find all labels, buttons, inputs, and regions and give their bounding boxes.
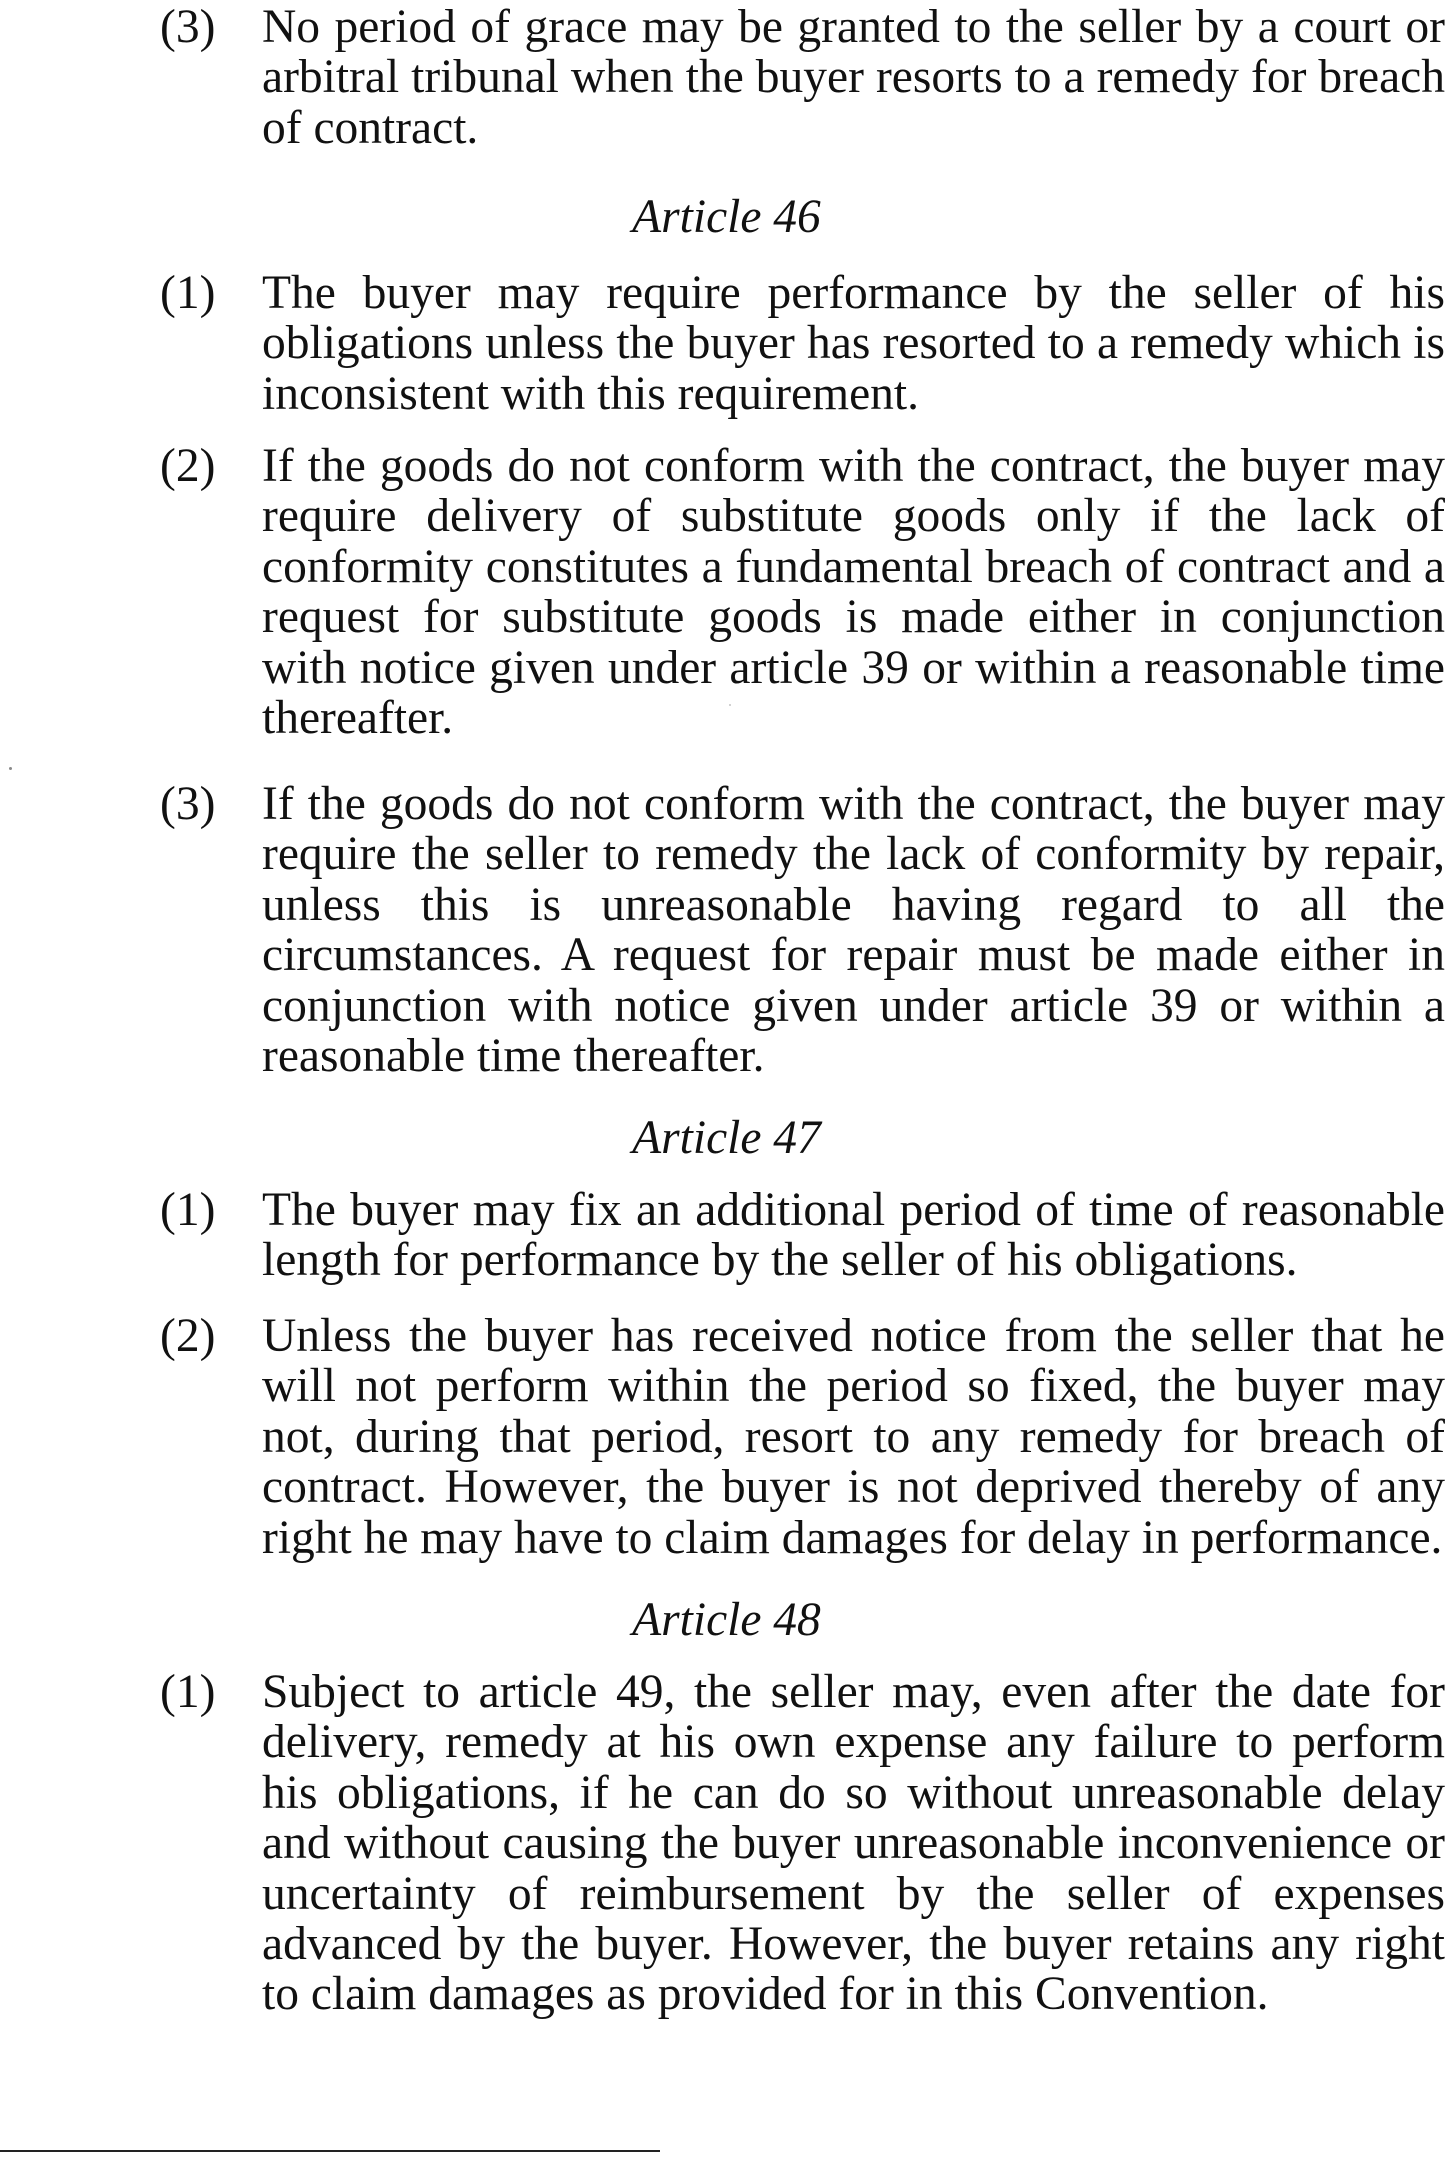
paragraph-number: (1) [160,1666,216,1718]
paragraph-number: (1) [160,267,216,319]
paragraph-number: (3) [160,1,216,53]
article-46-paragraph-2 [160,441,1445,743]
article-46-paragraph-3 [160,779,1445,1081]
article-46-heading: Article 46 [632,191,821,243]
paragraph-text: Subject to article 49, the seller may, even after the date for delivery, remedy at his own expense any failure to perform his obligations, if he can do so without unreasonable delay and without causing the buyer unreasonable inconvenience or uncertainty of reimbursement by the seller of expenses advanced by the buyer. However, the buyer retains any right to claim damages as provided for in this Convention. [262,1666,1445,2021]
article-46-paragraph-1 [160,268,1445,419]
article-48-heading: Article 48 [632,1594,821,1646]
paragraph-text: If the goods do not conform with the contract, the buyer may require the seller to remedy the lack of conformity by repair, unless this is unreasonable having regard to all the circumstances. A request for repair must be made either in conjunction with notice given under article 39 or within a reasonable time thereafter. [262,778,1445,1083]
article-45-paragraph-3 [160,2,1445,153]
article-47-paragraph-1 [160,1185,1445,1286]
scan-speck [729,704,731,706]
paragraph-text: If the goods do not conform with the contract, the buyer may require delivery of substitute goods only if the lack of conformity constitutes a fundamental breach of contract and a request for substitute goods is made either in conjunction with notice given under article 39 or within a reasonable time thereafter. [262,440,1445,745]
paragraph-text: Unless the buyer has received notice from the seller that he will not perform within the period so fixed, the buyer may not, during that period, resort to any remedy for breach of contract. However, the buyer is not deprived thereby of any right he may have to claim damages for delay in performance. [262,1310,1445,1564]
paragraph-text: The buyer may require performance by the seller of his obligations unless the buyer has resorted to a remedy which is inconsistent with this requirement. [262,267,1445,420]
footnote-rule [0,2150,660,2152]
paragraph-text: No period of grace may be granted to the seller by a court or arbitral tribunal when the buyer resorts to a remedy for breach of contract. [262,1,1445,154]
article-48-paragraph-1 [160,1667,1445,2020]
scan-speck [9,767,12,770]
paragraph-number: (1) [160,1184,216,1236]
paragraph-number: (2) [160,1310,216,1362]
paragraph-number: (3) [160,778,216,830]
article-47-paragraph-2 [160,1311,1445,1563]
paragraph-number: (2) [160,440,216,492]
paragraph-text: The buyer may fix an additional period of time of reasonable length for performance by the seller of his obligations. [262,1184,1445,1287]
article-47-heading: Article 47 [632,1112,821,1164]
